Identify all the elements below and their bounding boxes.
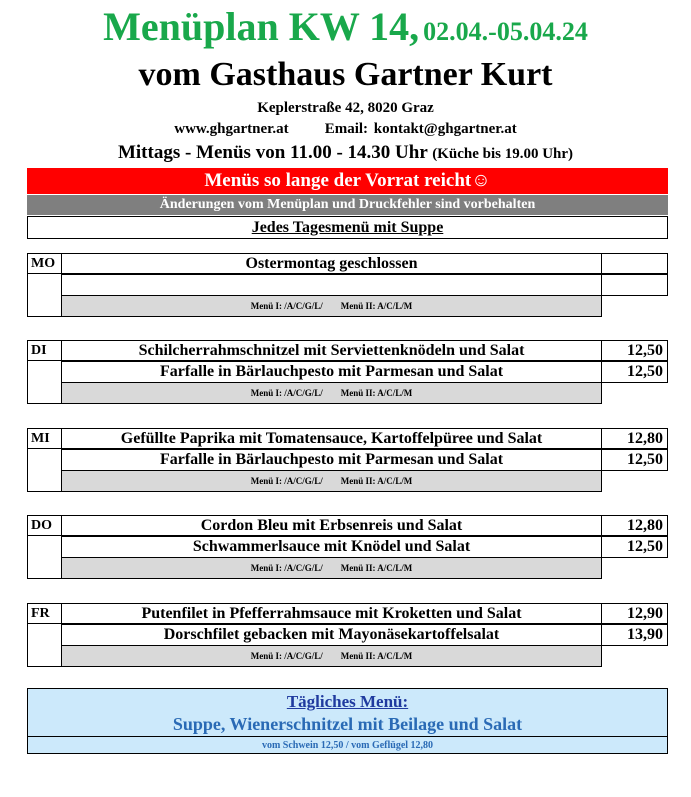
- day-label-do: DO: [27, 515, 62, 536]
- opening-hours: [0, 142, 691, 164]
- menu2-do: Schwammerlsauce mit Knödel und Salat: [61, 536, 602, 558]
- allergens-do: [61, 557, 602, 579]
- changes-notice: Änderungen vom Menüplan und Druckfehler sind vorbehalten: [27, 195, 668, 215]
- daily-menu-box: [27, 688, 668, 754]
- allergens-menu2-do: Menü II: A/C/L/M: [340, 563, 413, 573]
- address: Keplerstraße 42, 8020 Graz: [257, 100, 434, 116]
- allergens-di: [61, 382, 602, 404]
- day-spacer-mi: [27, 448, 62, 492]
- allergens-menu1-di: Menü I: /A/C/G/L/: [250, 388, 323, 398]
- allergens-menu1-do: Menü I: /A/C/G/L/: [250, 563, 323, 573]
- menu1-fr: Putenfilet in Pfefferrahmsauce mit Kroketten und Salat: [61, 603, 602, 624]
- price1-fr: 12,90: [601, 603, 668, 624]
- menu1-mi: Gefüllte Paprika mit Tomatensauce, Kartoffelpüree und Salat: [61, 428, 602, 449]
- price2-fr: 13,90: [601, 624, 668, 646]
- website-link[interactable]: www.ghgartner.at: [174, 121, 289, 137]
- allergens-menu2-mi: Menü II: A/C/L/M: [340, 476, 413, 486]
- email-link[interactable]: Email: kontakt@ghgartner.at: [324, 121, 517, 137]
- price1-do: 12,80: [601, 515, 668, 536]
- day-label-mo: MO: [27, 253, 62, 274]
- menu2-mo: [61, 274, 602, 296]
- contact-line: [0, 121, 691, 138]
- day-label-fr: FR: [27, 603, 62, 624]
- price1-di: 12,50: [601, 340, 668, 361]
- menu2-mi: Farfalle in Bärlauchpesto mit Parmesan und Salat: [61, 449, 602, 471]
- menu1-do: Cordon Bleu mit Erbsenreis und Salat: [61, 515, 602, 536]
- menu1-mo: Ostermontag geschlossen: [61, 253, 602, 274]
- allergens-mo: [61, 295, 602, 317]
- price2-mi: 12,50: [601, 449, 668, 471]
- day-spacer-di: [27, 360, 62, 404]
- restaurant-name: vom Gasthaus Gartner Kurt: [138, 56, 553, 93]
- menu2-di: Farfalle in Bärlauchpesto mit Parmesan und Salat: [61, 361, 602, 383]
- allergens-menu1-mi: Menü I: /A/C/G/L/: [250, 476, 323, 486]
- menu-title: [0, 4, 691, 59]
- allergens-menu1-mo: Menü I: /A/C/G/L/: [250, 301, 323, 311]
- soup-notice-text: Jedes Tagesmenü mit Suppe: [251, 219, 444, 236]
- allergens-mi: [61, 470, 602, 492]
- daily-menu-heading: Tägliches Menü:: [286, 692, 409, 711]
- price2-do: 12,50: [601, 536, 668, 558]
- soup-notice: [27, 216, 668, 239]
- price2-mo: [601, 274, 668, 296]
- day-spacer-do: [27, 535, 62, 579]
- day-label-mi: MI: [27, 428, 62, 449]
- day-spacer-fr: [27, 623, 62, 667]
- allergens-menu2-di: Menü II: A/C/L/M: [340, 388, 413, 398]
- menu1-di: Schilcherrahmschnitzel mit Serviettenknödeln und Salat: [61, 340, 602, 361]
- stock-notice: Menüs so lange der Vorrat reicht☺: [27, 168, 668, 194]
- price1-mi: 12,80: [601, 428, 668, 449]
- day-spacer-mo: [27, 273, 62, 317]
- day-label-di: DI: [27, 340, 62, 361]
- daily-menu-prices: vom Schwein 12,50 / vom Geflügel 12,80: [28, 736, 667, 755]
- menu2-fr: Dorschfilet gebacken mit Mayonäsekartoffelsalat: [61, 624, 602, 646]
- allergens-fr: [61, 645, 602, 667]
- title-date-range: 02.04.-05.04.24: [423, 17, 588, 46]
- price2-di: 12,50: [601, 361, 668, 383]
- allergens-menu2-fr: Menü II: A/C/L/M: [340, 651, 413, 661]
- allergens-menu2-mo: Menü II: A/C/L/M: [340, 301, 413, 311]
- daily-menu-dish: Suppe, Wienerschnitzel mit Beilage und Salat: [172, 714, 523, 734]
- lunch-hours: Mittags - Menüs von 11.00 - 14.30 Uhr: [117, 142, 428, 163]
- allergens-menu1-fr: Menü I: /A/C/G/L/: [250, 651, 323, 661]
- title-week: Menüplan KW 14,: [103, 4, 420, 49]
- kitchen-hours: (Küche bis 19.00 Uhr): [432, 146, 574, 162]
- price1-mo: [601, 253, 668, 274]
